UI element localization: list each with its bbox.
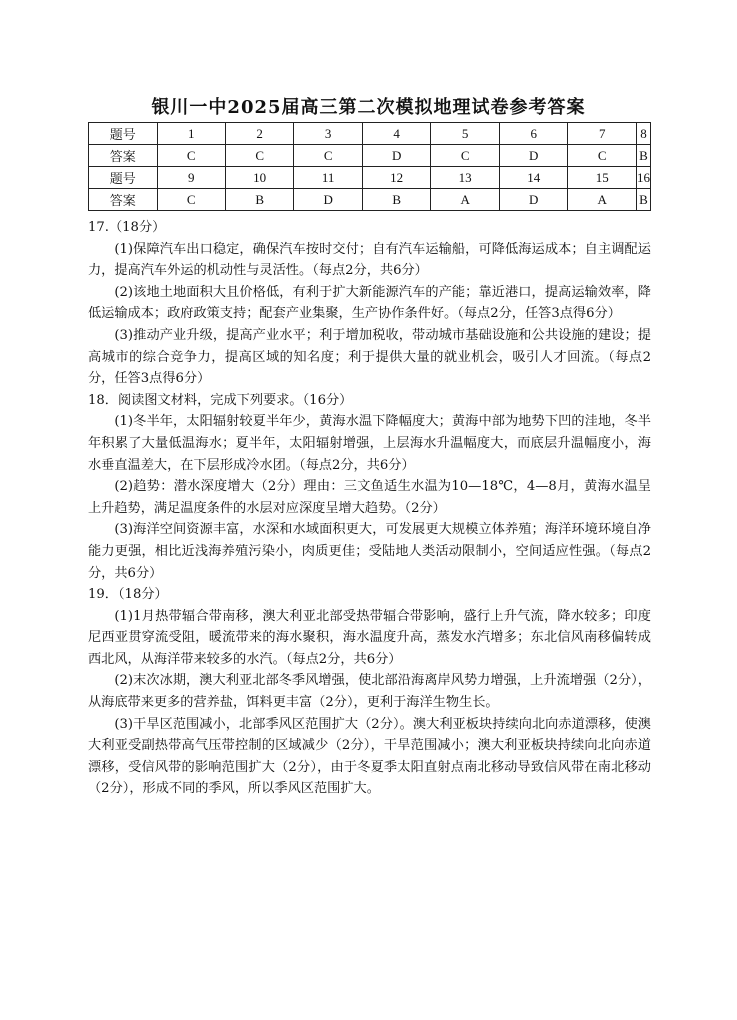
- answer-table-row: [89, 167, 651, 189]
- answer-table-cell: C: [568, 145, 637, 167]
- answer-table-row: [89, 189, 651, 211]
- answer-table-row-label: 题号: [89, 123, 158, 145]
- answer-table-cell: 5: [431, 123, 500, 145]
- answer-table-cell: D: [362, 145, 431, 167]
- answer-table-cell: C: [157, 189, 225, 211]
- answers-body: [88, 217, 651, 800]
- answer-table-cell: D: [499, 145, 568, 167]
- answer-table-cell: D: [499, 189, 568, 211]
- answer-table-row-label: 答案: [89, 145, 158, 167]
- answer-table-cell: C: [157, 145, 225, 167]
- answer-table-cell: 8: [636, 123, 650, 145]
- question-17-part-1: (1)保障汽车出口稳定，确保汽车按时交付；自有汽车运输船，可降低海运成本；自主调配运力，提高汽车外运的机动性与灵活性。（每点2分，共6分）: [88, 241, 651, 279]
- answer-table-cell: 15: [568, 167, 637, 189]
- answer-table-cell: 7: [568, 123, 637, 145]
- answer-table-cell: 1: [157, 123, 225, 145]
- question-19: [88, 584, 651, 800]
- page-title: 银川一中2025届高三第二次模拟地理试卷参考答案: [151, 97, 586, 118]
- answer-table-cell: B: [362, 189, 431, 211]
- answer-table-cell: 12: [362, 167, 431, 189]
- question-18-heading: 18．阅读图文材料，完成下列要求。（16分）: [88, 392, 353, 408]
- answer-table-cell: 6: [499, 123, 568, 145]
- question-18: [88, 390, 651, 584]
- question-18-part-1: (1)冬半年，太阳辐射较夏半年少，黄海水温下降幅度大；黄海中部为地势下凹的洼地，冬半年积累了大量低温海水；夏半年，太阳辐射增强，上层海水升温幅度大，而底层升温幅度小，海水垂直温差大，在下层形成冷水团。（每点2分，共6分）: [88, 414, 651, 473]
- answer-table-row-label: 题号: [89, 167, 158, 189]
- answer-table-cell: C: [431, 145, 500, 167]
- answer-table-cell: 2: [225, 123, 294, 145]
- question-18-part-2: (2)趋势：潜水深度增大（2分）理由：三文鱼适生水温为10—18℃，4—8月，黄海水温呈上升趋势，满足温度条件的水层对应深度呈增大趋势。（2分）: [88, 479, 651, 516]
- answer-table-cell: B: [225, 189, 294, 211]
- answer-table-cell: 9: [157, 167, 225, 189]
- answer-table-cell: B: [636, 145, 650, 167]
- question-17-part-3: (3)推动产业升级，提高产业水平；利于增加税收，带动城市基础设施和公共设施的建设；提高城市的综合竞争力，提高区域的知名度；利于提供大量的就业机会，吸引人才回流。（每点2分，任答3点得6分）: [88, 327, 651, 387]
- question-19-heading: 19．（18分）: [88, 587, 168, 603]
- answer-table-cell: 4: [362, 123, 431, 145]
- answer-table-cell: 10: [225, 167, 294, 189]
- answer-table-cell: C: [294, 145, 363, 167]
- question-17-heading: 17.（18分）: [88, 220, 166, 235]
- question-19-part-2: (2)末次冰期，澳大利亚北部冬季风增强，使北部沿海离岸风势力增强，上升流增强（2分），从海底带来更多的营养盐，饵料更丰富（2分），更利于海洋生物生长。: [88, 673, 651, 711]
- answer-table-cell: A: [568, 189, 637, 211]
- answer-table: [88, 122, 651, 211]
- answer-table-row: [89, 123, 651, 145]
- answer-table-cell: 13: [431, 167, 500, 189]
- answer-table-cell: B: [636, 189, 650, 211]
- answer-table-cell: A: [431, 189, 500, 211]
- answer-table-cell: D: [294, 189, 363, 211]
- answer-table-cell: 11: [294, 167, 363, 189]
- question-17-part-2: (2)该地土地面积大且价格低，有利于扩大新能源汽车的产能；靠近港口，提高运输效率，降低运输成本；政府政策支持；配套产业集聚，生产协作条件好。（每点2分，任答3点得6分）: [88, 284, 651, 322]
- question-19-part-1: (1)1月热带辐合带南移，澳大利亚北部受热带辐合带影响，盛行上升气流，降水较多；印度尼西亚贯穿流受阻，暖流带来的海水聚积，海水温度升高，蒸发水汽增多；东北信风南移偏转成西北风，从海洋带来较多的水汽。（每点2分，共6分）: [88, 608, 651, 667]
- answer-table-cell: 14: [499, 167, 568, 189]
- answer-table-cell: 3: [294, 123, 363, 145]
- answer-table-cell: C: [225, 145, 294, 167]
- question-17: [88, 217, 651, 390]
- question-19-part-3: (3)干旱区范围减小，北部季风区范围扩大（2分）。澳大利亚板块持续向北向赤道漂移，使澳大利亚受副热带高气压带控制的区域减少（2分），干旱范围减小；澳大利亚板块持续向北向赤道漂移，受信风带的影响范围扩大（2分），由于冬夏季太阳直射点南北移动导致信风带在南北移动（2分），形成不同的季风，所以季风区范围扩大。: [88, 716, 651, 797]
- question-18-part-3: (3)海洋空间资源丰富，水深和水域面积更大，可发展更大规模立体养殖；海洋环境环境自净能力更强，相比近浅海养殖污染小，肉质更佳；受陆地人类活动限制小，空间适应性强。（每点2分，共6分）: [88, 522, 651, 581]
- answer-table-row-label: 答案: [89, 189, 158, 211]
- answer-table-row: [89, 145, 651, 167]
- answer-table-cell: 16: [636, 167, 650, 189]
